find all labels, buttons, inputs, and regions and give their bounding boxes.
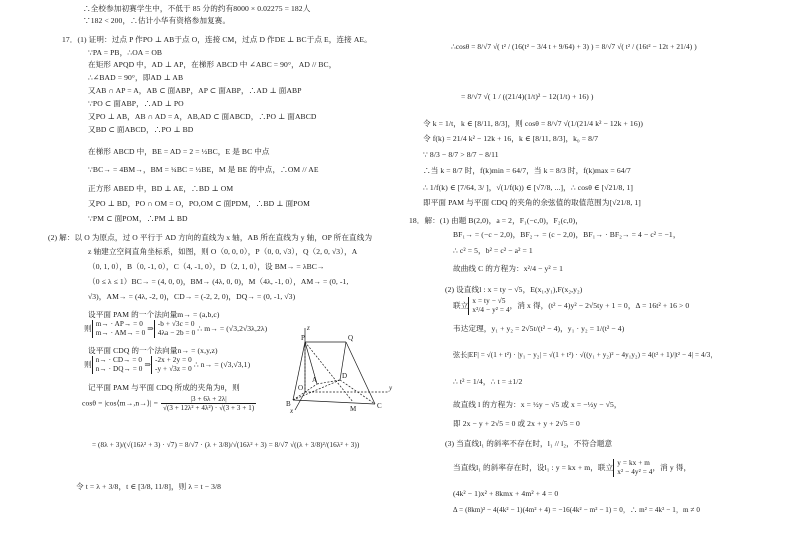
cos-in-t: ∴cosθ = 8/√7 √( t² / (16(t² − 3/4 t + 9/64) + 3) ) = 8/√7 √( t² / (16t² − 12t + 21/4) ): [451, 42, 697, 51]
label-P: P: [301, 334, 305, 342]
text-line: 令 f(k) = 21/4 k² − 12k + 16，k ∈ [8/11, 8/3]，k₀ = 8/7: [423, 134, 599, 143]
text-line: ∴全校参加初赛学生中，不低于 85 分的约有8000 × 0.02275 = 182人: [83, 4, 311, 13]
text-line: ∵PO ⊂ 面ABP，∴AD ⊥ PO: [88, 99, 184, 108]
label-O: O: [298, 384, 304, 392]
label-A: A: [312, 376, 318, 384]
text-line: z 轴建立空间直角坐标系，如图，则 O（0, 0, 0），P（0, 0, √3），Q（2, 0, √3），A: [88, 247, 358, 256]
text-line: 故直线 l 的方程为：x = ½y − √5 或 x = −½y − √5，: [453, 400, 622, 409]
text-line: 在矩形 APQD 中，AD ⊥ AP，在梯形 ABCD 中 ∠ABC = 90°，AD // BC，: [88, 60, 337, 69]
edge-QC: [346, 342, 375, 404]
text-line: ∵BC→ = 4BM→，BM = ¼BC = ½BE，M 是 BE 的中点，∴OM // AE: [88, 165, 319, 174]
text-line: 又PO ⊥ AB，AB ∩ AD = A，AB,AD ⊂ 面ABCD，∴PO ⊥ 面ABCD: [88, 112, 317, 121]
problem-18-heading: 18．解：(1) 由题 B(2,0)，a = 2，F₁(−c,0)，F₂(c,0)，: [409, 216, 583, 225]
equation-system-n: 则 n→ · CD→ = 0 n→ · DQ→ = 0 ⇒ -2x + 2y = 0 -y + √3z = 0 ∴ n→ = (√3,√3,1): [84, 356, 251, 373]
vieta-line: 韦达定理，y₁ + y₂ = 2√5t/(t² − 4)，y₁ · y₂ = 1/(t² − 4): [453, 324, 625, 333]
text-line: BF₁→ = (−c − 2,0)，BF₂→ = (c − 2,0)，BF₁→ · BF₂→ = 4 − c² = −1，: [453, 230, 681, 239]
text-line: （0 ≤ λ ≤ 1）BC→ = (4, 0, 0)，BM→ (4λ, 0, 0)，M（4λ, -1, 0），AM→ = (0, -1,: [88, 277, 349, 286]
label-z-axis: z: [307, 324, 310, 332]
cos-formula: cosθ = |cos⟨m→,n→⟩| = $\frac{|3 + 6\lambda + 2\lambda|}{\text{√(3 + 12λ² + 4λ²) · √(3 + 3 + 1)}}$: [82, 395, 255, 412]
solid-geometry-figure: [285, 322, 395, 414]
chord-length: 弦长|EF| = √(1 + t²) · |y₁ − y₂| = √(1 + t²) · √((y₁ + y₂)² − 4y₁y₂) = 4(t² + 1)/|t² − 4| = 4/3，: [453, 351, 718, 359]
text-line: ∵PA = PB，∴OA = OB: [88, 48, 163, 57]
text-line: 又BD ⊂ 面ABCD，∴PO ⊥ BD: [88, 125, 194, 134]
text-line: 记平面 PAM 与平面 CDQ 所成的夹角为θ，则: [88, 383, 240, 392]
substitution-line: 令 t = λ + 3/8，t ∈ [3/8, 11/8]，则 λ = t − 3/8: [76, 482, 222, 491]
text-line: √3)，AM→ = (4λ, -2, 0)，CD→ = (-2, 2, 0)，DQ→ = (0, -1, √3): [88, 292, 296, 301]
text-line: 令 k = 1/t，k ∈ [8/11, 8/3]，则 cosθ = 8/√7 √(1/(21/4 k² − 12k + 16)): [423, 119, 643, 128]
edge-BC: [293, 400, 375, 404]
equation-system-m: 则 m→ · AP→ = 0 m→ · AM→ = 0 ⇒ -b + √3c = 0 4λa − 2b = 0 ∴ m→ = (√3,2√3λ,2λ): [84, 320, 268, 337]
curve-equation: 故曲线 C 的方程为：x²/4 − y² = 1: [453, 264, 564, 273]
text-line: ∴∠BAD = 90°，即AD ⊥ AB: [88, 73, 184, 82]
text-line: （0, 1, 0），B（0, -1, 0），C（4, -1, 0），D（2, 1, 0），设 BM→ = λBC→: [88, 262, 325, 271]
text-line: ∴ t² = 1/4，∴ t = ±1/2: [453, 377, 523, 386]
text-line: ∵PM ⊂ 面POM，∴PM ⊥ BD: [88, 214, 188, 223]
label-Q: Q: [348, 334, 354, 342]
problem-17-heading: 17．(1) 证明：过点 P 作PO ⊥ AB于点 O，连接 CM，过点 D 作DE ⊥ BC于点 E，连接 AE。: [62, 35, 372, 44]
text-line: 在梯形 ABCD 中，BE = AD = 2 = ½BC，E 是 BC 中点: [88, 147, 270, 156]
text-line: 设平面 CDQ 的一个法向量n→ = (x,y,z): [88, 346, 218, 355]
label-x-axis: x: [290, 407, 294, 414]
edge-AD: [317, 380, 340, 384]
label-y-axis: y: [389, 384, 393, 392]
cos-simplification: = (8λ + 3)/(√(16λ² + 3) · √7) = 8/√7 · (λ + 3/8)/√(16λ² + 3) = 8/√7 √((λ + 3/8)²/(16λ² + 3)): [92, 441, 360, 449]
text-line: 又PO ⊥ BD，PO ∩ OM = O，PO,OM ⊂ 面PDM，∴BD ⊥ 面POM: [88, 199, 310, 208]
label-D: D: [342, 372, 348, 380]
text-line: ∵ 8/3 − 8/7 > 8/7 − 8/11: [423, 150, 499, 159]
equation-system-line: 联立 x = ty − √5 x²/4 − y² = 4 ，消 x 得，(t² − 4)y² − 2√5ty + 1 = 0，Δ = 16t² + 16 > 0: [453, 297, 690, 314]
cos-in-reciprocal: = 8/√7 √( 1 / ((21/4)(1/t)² − 12(1/t) + 16) ): [461, 92, 594, 101]
text-line: Δ = (8km)² − 4(4k² − 1)(4m² + 4) = −16(4k² − m² − 1) = 0，∴ m² = 4k² − 1，m ≠ 0: [453, 506, 701, 514]
conclusion-17: 即平面 PAM 与平面 CDQ 的夹角的余弦值的取值范围为[√21/8, 1]: [423, 198, 641, 207]
text-line: ∴ 1/f(k) ∈ [7/64, 3/ ]，√(1/f(k)) ∈ [√7/8, ...]，∴ cosθ ∈ [√21/8, 1]: [423, 183, 633, 192]
part-2-heading: (2) 解：以 O 为原点，过 O 平行于 AD 方向的直线为 x 轴，AB 所在直线为 y 轴，OP 所在直线为: [48, 233, 373, 242]
text-line: 即 2x − y + 2√5 = 0 或 2x + y + 2√5 = 0: [453, 419, 580, 428]
text-line: (2) 设直线l : x = ty − √5，E(x₁,y₁),F(x₂,y₂): [445, 285, 583, 294]
label-B: B: [286, 400, 291, 408]
text-line: 设平面 PAM 的一个法向量m→ = (a,b,c): [88, 310, 220, 319]
text-line: (4k² − 1)x² + 8kmx + 4m² + 4 = 0: [453, 489, 559, 498]
text-line: ∵182 < 200，∴估计小华有资格参加复赛。: [83, 16, 231, 25]
label-C: C: [377, 402, 382, 410]
text-line: ∴ c² = 5，b² = c² − a² = 1: [453, 246, 533, 255]
text-line: (3) 当直线l₁ 的斜率不存在时，l₁ // l₂，不符合题意: [445, 439, 613, 448]
equation-system-line: 当直线l₁ 的斜率存在时，设l₁ : y = kx + m，联立 y = kx + m x² − 4y² = 4 ，消 y 得，: [453, 459, 692, 476]
text-line: 正方形 ABED 中，BD ⊥ AE，∴BD ⊥ OM: [88, 184, 234, 193]
text-line: ∴当 k = 8/7 时，f(k)min = 64/7，当 k = 8/3 时，f(k)max = 64/7: [423, 166, 631, 175]
text-line: 又AB ∩ AP = A，AB ⊂ 面ABP，AP ⊂ 面ABP，∴AD ⊥ 面ABP: [88, 86, 302, 95]
label-M: M: [350, 405, 357, 413]
right-column: [397, 0, 794, 560]
x-axis: [295, 392, 305, 410]
